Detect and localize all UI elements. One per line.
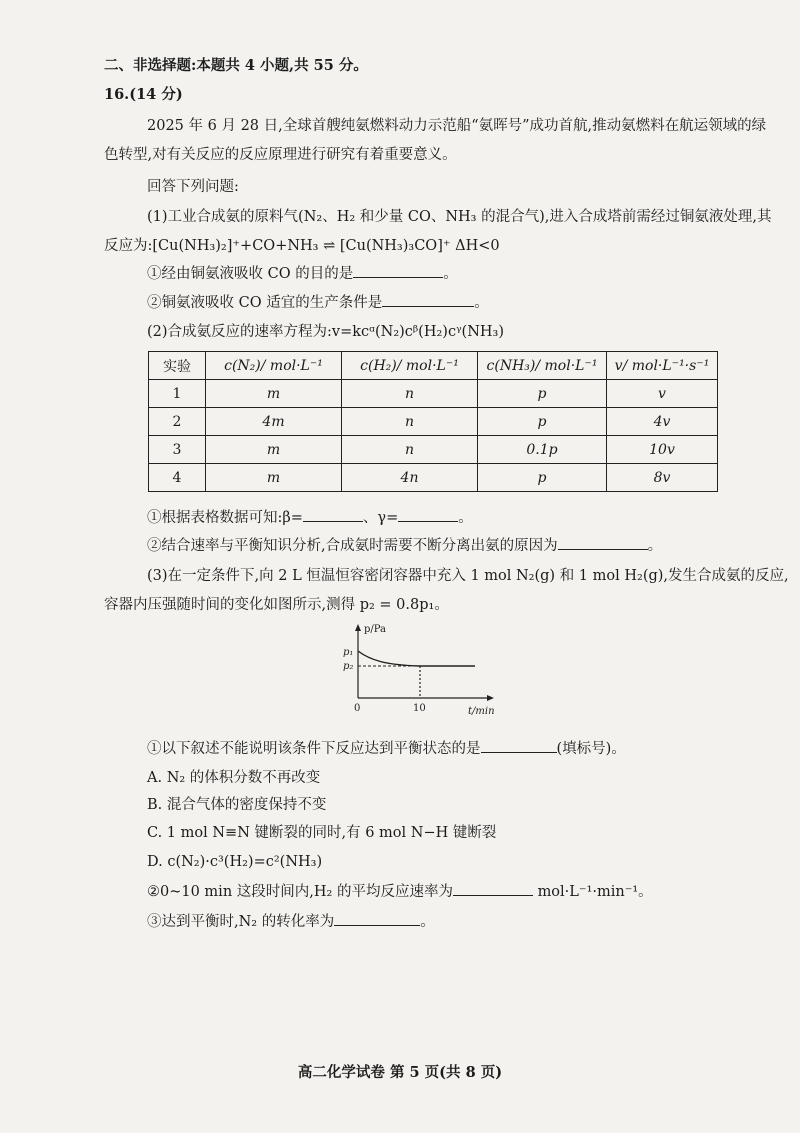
x-axis-arrow <box>487 695 494 701</box>
table-row <box>149 408 718 436</box>
table-cell: 10v <box>607 436 718 464</box>
table-cell: m <box>206 464 342 492</box>
table-row <box>149 464 718 492</box>
question-1-2-text: ②铜氨液吸收 CO 适宜的生产条件是 <box>147 295 383 311</box>
table-header-cell: 实验 <box>149 352 206 380</box>
table-header-cell: c(NH₃)/ mol·L⁻¹ <box>478 352 607 380</box>
question-1-1 <box>147 263 458 284</box>
part2-line: (2)合成氨反应的速率方程为:v=kcᵅ(N₂)cᵝ(H₂)cᵞ(NH₃) <box>147 324 504 340</box>
question-2-2-period: 。 <box>647 538 663 554</box>
table-cell: m <box>206 436 342 464</box>
answer-blank-2-2[interactable] <box>558 535 648 550</box>
question-1-2-period: 。 <box>474 295 489 311</box>
question-3-3-text: ③达到平衡时,N₂ 的转化率为 <box>147 914 335 930</box>
table-cell: p <box>478 380 607 408</box>
question-3-1-tail: (填标号)。 <box>556 741 626 757</box>
question-3-2-text: ②0~10 min 这段时间内,H₂ 的平均反应速率为 <box>147 884 453 900</box>
answer-blank-3-3[interactable] <box>334 911 420 926</box>
table-cell: n <box>342 436 478 464</box>
question-number: 16.(14 分) <box>104 86 183 103</box>
table-cell: 2 <box>149 408 206 436</box>
table-header-cell: c(N₂)/ mol·L⁻¹ <box>206 352 342 380</box>
question-3-1-text: ①以下叙述不能说明该条件下反应达到平衡状态的是 <box>147 741 481 757</box>
intro-line-2: 色转型,对有关反应的反应原理进行研究有着重要意义。 <box>104 147 457 163</box>
question-2-1 <box>147 507 473 528</box>
table-cell: 3 <box>149 436 206 464</box>
table-cell: n <box>342 408 478 436</box>
answer-blank-beta[interactable] <box>303 507 363 522</box>
table-cell: 0.1p <box>478 436 607 464</box>
question-2-1-mid: 、γ= <box>362 510 399 526</box>
section-header: 二、非选择题:本题共 4 小题,共 55 分。 <box>104 57 368 74</box>
answer-blank-1-1[interactable] <box>353 263 443 278</box>
table-cell: 8v <box>607 464 718 492</box>
time-tick-label: 10 <box>413 703 426 714</box>
origin-label: 0 <box>354 703 361 714</box>
part1-line-2: 反应为:[Cu(NH₃)₂]⁺+CO+NH₃ ⇌ [Cu(NH₃)₃CO]⁺ ΔH<0 <box>104 238 500 254</box>
option-a: A. N₂ 的体积分数不再改变 <box>147 770 321 786</box>
table-row <box>149 380 718 408</box>
table-header-row <box>149 352 718 380</box>
intro-line-1: 2025 年 6 月 28 日,全球首艘纯氨燃料动力示范船“氨晖号”成功首航,推动氨燃料在航运领域的绿 <box>147 118 767 134</box>
question-3-2-unit: mol·L⁻¹·min⁻¹。 <box>537 884 653 900</box>
option-b: B. 混合气体的密度保持不变 <box>147 797 327 813</box>
question-1-1-text: ①经由铜氨液吸收 CO 的目的是 <box>147 266 354 282</box>
question-3-3-period: 。 <box>420 914 435 930</box>
question-1-2 <box>147 292 489 313</box>
table-cell: v <box>607 380 718 408</box>
pressure-time-graph <box>330 620 510 720</box>
y-axis-label: p/Pa <box>364 624 387 635</box>
question-2-2-text: ②结合速率与平衡知识分析,合成氨时需要不断分离出氨的原因为 <box>147 538 558 554</box>
answer-prompt: 回答下列问题: <box>147 179 239 195</box>
answer-blank-3-2[interactable] <box>453 881 533 896</box>
p2-label: p₂ <box>343 661 354 672</box>
table-cell: 4m <box>206 408 342 436</box>
rate-data-table <box>148 351 718 492</box>
table-cell: n <box>342 380 478 408</box>
table-cell: p <box>478 408 607 436</box>
page-footer: 高二化学试卷 第 5 页(共 8 页) <box>297 1064 503 1081</box>
part3-line-1: (3)在一定条件下,向 2 L 恒温恒容密闭容器中充入 1 mol N₂(g) 和 1 mol H₂(g),发生合成氨的反应, <box>147 568 789 584</box>
question-2-2 <box>147 535 662 556</box>
part3-line-2: 容器内压强随时间的变化如图所示,测得 p₂ = 0.8p₁。 <box>104 597 449 613</box>
table-header-cell: c(H₂)/ mol·L⁻¹ <box>342 352 478 380</box>
table-row <box>149 436 718 464</box>
question-3-2 <box>147 881 653 902</box>
answer-blank-3-1[interactable] <box>481 738 557 753</box>
p1-label: p₁ <box>343 647 354 658</box>
option-d: D. c(N₂)·c³(H₂)=c²(NH₃) <box>147 854 323 870</box>
x-axis-label: t/min <box>468 706 495 717</box>
table-cell: p <box>478 464 607 492</box>
question-3-3 <box>147 911 435 932</box>
part1-line-1: (1)工业合成氨的原料气(N₂、H₂ 和少量 CO、NH₃ 的混合气),进入合成塔前需经过铜氨液处理,其 <box>147 209 772 225</box>
table-cell: 4 <box>149 464 206 492</box>
y-axis-arrow <box>355 624 361 631</box>
pressure-curve <box>358 651 475 666</box>
table-cell: 4n <box>342 464 478 492</box>
table-cell: 1 <box>149 380 206 408</box>
table-cell: 4v <box>607 408 718 436</box>
question-2-1-text: ①根据表格数据可知:β= <box>147 510 303 526</box>
answer-blank-1-2[interactable] <box>382 292 474 307</box>
question-3-1 <box>147 738 626 759</box>
answer-blank-gamma[interactable] <box>398 507 458 522</box>
option-c: C. 1 mol N≡N 键断裂的同时,有 6 mol N−H 键断裂 <box>147 825 497 841</box>
table-header-cell: v/ mol·L⁻¹·s⁻¹ <box>607 352 718 380</box>
question-2-1-period: 。 <box>458 510 473 526</box>
table-cell: m <box>206 380 342 408</box>
question-1-1-period: 。 <box>443 266 458 282</box>
